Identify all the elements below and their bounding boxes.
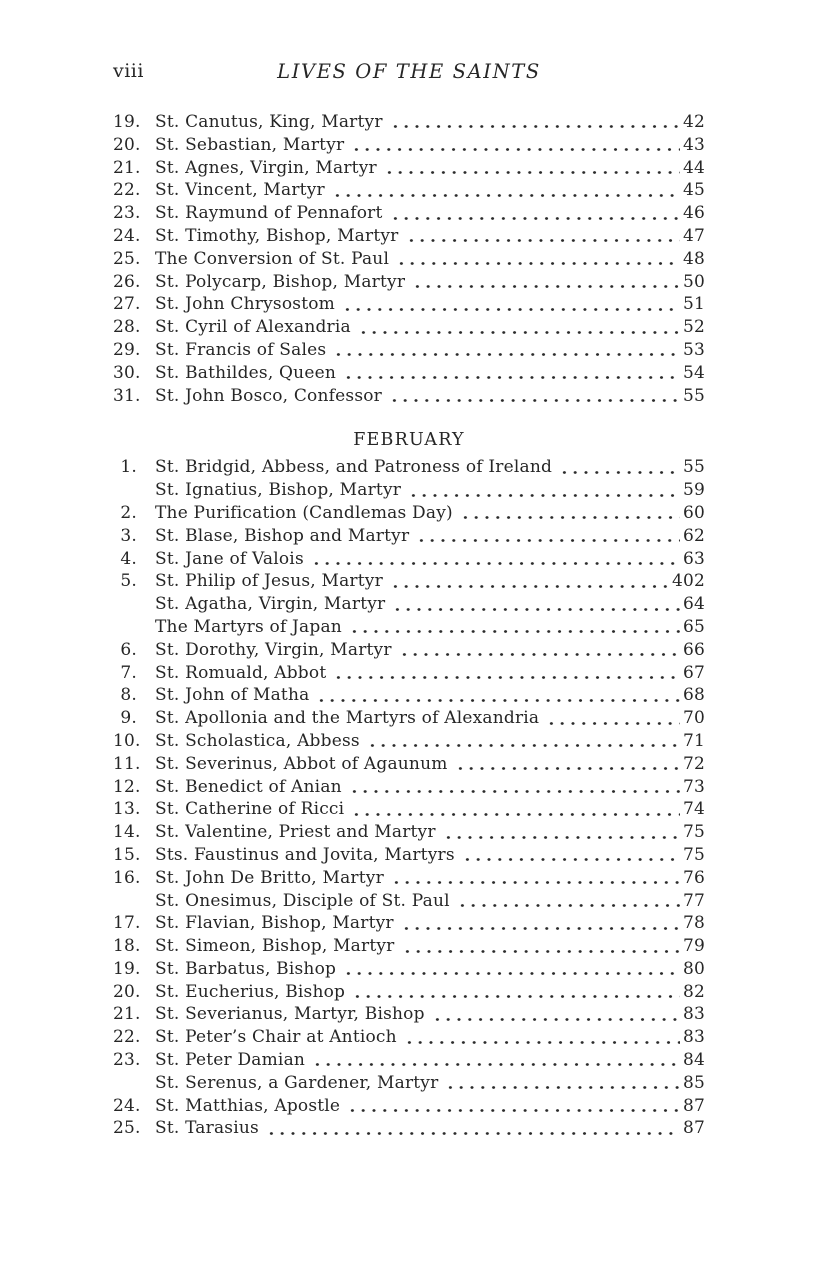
toc-entry	[113, 134, 705, 157]
dot-leader	[352, 981, 680, 1004]
toc-entry-day: 26.	[113, 271, 141, 292]
toc-entry-day: 23.	[113, 203, 141, 224]
toc-entry	[113, 1026, 705, 1049]
dot-leader	[342, 293, 680, 316]
toc-entry	[113, 525, 705, 548]
dot-leader	[412, 271, 680, 294]
toc-entry-page-number: 48	[682, 248, 705, 269]
toc-entry-day: 5.	[120, 571, 137, 592]
dot-leader	[384, 157, 680, 180]
toc-entry-day: 6.	[120, 639, 137, 660]
toc-entry-page-number: 62	[682, 525, 705, 546]
toc-entry-page-number: 76	[682, 867, 705, 888]
dot-leader	[332, 179, 680, 202]
toc-entry-title: Sts. Faustinus and Jovita, Martyrs	[155, 844, 455, 865]
toc-entry-page-number: 77	[682, 890, 705, 911]
dot-leader	[333, 339, 680, 362]
toc-entry-title: St. Peter Damian	[155, 1050, 306, 1071]
toc-entry-day: 20.	[113, 981, 141, 1002]
dot-leader	[455, 753, 680, 776]
toc-entry-title: St. Matthias, Apostle	[155, 1095, 341, 1116]
toc-entry-title: St. Polycarp, Bishop, Martyr	[155, 271, 406, 292]
toc-entry-day: 3.	[120, 525, 137, 546]
toc-entry-title: St. Cyril of Alexandria	[155, 317, 351, 338]
toc-entry	[113, 271, 705, 294]
toc-entry-title: St. Bridgid, Abbess, and Patroness of Ireland	[155, 457, 553, 478]
toc-entry-title: St. Flavian, Bishop, Martyr	[155, 913, 394, 934]
dot-leader	[402, 935, 680, 958]
toc-entry	[113, 157, 705, 180]
toc-entry-page-number: 67	[682, 662, 705, 683]
toc-entry-title: St. Benedict of Anian	[155, 776, 342, 797]
running-head	[113, 60, 705, 86]
toc-entry-day: 24.	[113, 1095, 141, 1116]
toc-entry-title: St. Catherine of Ricci	[155, 799, 345, 820]
toc-entry-title: St. Raymund of Pennafort	[155, 203, 383, 224]
toc-entry-title: St. Onesimus, Disciple of St. Paul	[155, 890, 450, 911]
toc-entry-page-number: 65	[682, 616, 705, 637]
dot-leader	[401, 912, 680, 935]
toc-entry	[113, 639, 705, 662]
toc-entry-title: St. John De Britto, Martyr	[155, 867, 384, 888]
toc-entry-title: St. Timothy, Bishop, Martyr	[155, 225, 399, 246]
dot-leader	[343, 958, 680, 981]
toc-entry-day: 10.	[113, 730, 141, 751]
toc-entry-page-number: 46	[682, 203, 705, 224]
toc-entry-title: St. Serenus, a Gardener, Martyr	[155, 1072, 439, 1093]
dot-leader	[432, 1003, 680, 1026]
dot-leader	[396, 248, 680, 271]
toc-entry-page-number: 72	[682, 753, 705, 774]
toc-entry	[113, 684, 705, 707]
toc-entry	[113, 362, 705, 385]
toc-entry-day: 27.	[113, 294, 141, 315]
toc-entry-day: 13.	[113, 799, 141, 820]
toc-entry-page-number: 63	[682, 548, 705, 569]
dot-leader	[266, 1117, 680, 1140]
toc-entry	[113, 1049, 705, 1072]
dot-leader	[546, 707, 680, 730]
toc-entry	[113, 456, 705, 479]
toc-entry-page-number: 43	[682, 134, 705, 155]
toc-entry-title: St. Severianus, Martyr, Bishop	[155, 1004, 425, 1025]
toc-entry-page-number: 71	[682, 730, 705, 751]
toc-entry-title: St. Jane of Valois	[155, 548, 304, 569]
dot-leader	[389, 385, 680, 408]
toc-entry-title: St. Ignatius, Bishop, Martyr	[155, 480, 402, 501]
toc-entry	[113, 753, 705, 776]
toc-entry	[113, 981, 705, 1004]
toc-entry-title: St. Blase, Bishop and Martyr	[155, 525, 410, 546]
toc-entry	[113, 1003, 705, 1026]
toc-entry-day: 25.	[113, 248, 141, 269]
toc-entry-day: 24.	[113, 225, 141, 246]
dot-leader	[312, 1049, 680, 1072]
toc-entry-page-number: 47	[682, 225, 705, 246]
toc-entry-day: 22.	[113, 1027, 141, 1048]
toc-entry	[113, 548, 705, 571]
toc-entry-page-number: 45	[682, 180, 705, 201]
toc-entry-title: St. Peter’s Chair at Antioch	[155, 1027, 397, 1048]
toc-entry-page-number: 60	[682, 502, 705, 523]
toc-entry-day: 15.	[113, 844, 141, 865]
toc-entry-page-number: 80	[682, 958, 705, 979]
toc-entry-title: St. Francis of Sales	[155, 339, 327, 360]
toc-entry-title: The Conversion of St. Paul	[155, 248, 390, 269]
toc-entry-page-number: 53	[682, 339, 705, 360]
toc-entry-day	[113, 1072, 137, 1095]
toc-entry	[113, 707, 705, 730]
toc-entry	[113, 821, 705, 844]
toc-entry	[113, 1095, 705, 1118]
toc-entry-page-number: 55	[682, 385, 705, 406]
dot-leader	[390, 570, 669, 593]
dot-leader	[349, 616, 680, 639]
toc-entry-page-number: 66	[682, 639, 705, 660]
toc-entry	[113, 616, 705, 639]
dot-leader	[351, 798, 680, 821]
toc-entry-title: St. Eucherius, Bishop	[155, 981, 346, 1002]
toc-entry-page-number: 68	[682, 685, 705, 706]
dot-leader	[349, 776, 680, 799]
dot-leader	[347, 1095, 680, 1118]
toc-entry	[113, 316, 705, 339]
toc-entry-page-number: 64	[682, 594, 705, 615]
toc-entry-day: 16.	[113, 867, 141, 888]
toc-entry-page-number: 75	[682, 844, 705, 865]
toc-entry-day: 9.	[120, 708, 137, 729]
running-title: LIVES OF THE SAINTS	[277, 60, 541, 83]
toc-entry-page-number: 83	[682, 1004, 705, 1025]
toc-entry	[113, 479, 705, 502]
toc-entry	[113, 179, 705, 202]
toc-entry-day: 12.	[113, 776, 141, 797]
toc-entry	[113, 225, 705, 248]
toc-entry-title: St. Canutus, King, Martyr	[155, 112, 383, 132]
toc-entry	[113, 570, 705, 593]
toc-entry	[113, 958, 705, 981]
toc-entry	[113, 593, 705, 616]
dot-leader	[559, 456, 680, 479]
toc-entry	[113, 1072, 705, 1095]
toc-entry-day: 31.	[113, 385, 141, 406]
toc-entry	[113, 730, 705, 753]
dot-leader	[445, 1072, 680, 1095]
toc-entry	[113, 867, 705, 890]
toc-entry	[113, 1117, 705, 1140]
toc-entry-page-number: 82	[682, 981, 705, 1002]
dot-leader	[406, 225, 680, 248]
dot-leader	[457, 890, 680, 913]
toc-entry-page-number: 83	[682, 1027, 705, 1048]
toc-entry	[113, 339, 705, 362]
toc-entry-day: 1.	[120, 457, 137, 478]
dot-leader	[416, 525, 680, 548]
toc-entry	[113, 385, 705, 408]
toc-entry-title: St. Bathildes, Queen	[155, 362, 336, 383]
toc-entry-page-number: 78	[682, 913, 705, 934]
dot-leader	[460, 502, 680, 525]
dot-leader	[462, 844, 680, 867]
toc-entry	[113, 935, 705, 958]
toc-entry-day	[113, 890, 137, 913]
toc-entry-day: 14.	[113, 822, 141, 843]
dot-leader	[351, 134, 680, 157]
toc-entry	[113, 912, 705, 935]
toc-entry-page-number: 44	[682, 157, 705, 178]
toc-entry-day: 17.	[113, 913, 141, 934]
toc-entry-title: St. Agatha, Virgin, Martyr	[155, 594, 386, 615]
toc-entry-title: The Martyrs of Japan	[155, 616, 342, 637]
toc-entry	[113, 502, 705, 525]
dot-leader	[367, 730, 680, 753]
toc-entry-title: St. Scholastica, Abbess	[155, 730, 360, 751]
toc-entry	[113, 248, 705, 271]
dot-leader	[391, 867, 680, 890]
toc-entry	[113, 293, 705, 316]
toc-entry-title: St. Valentine, Priest and Martyr	[155, 822, 436, 843]
toc-entry-title: St. Apollonia and the Martyrs of Alexandria	[155, 708, 540, 729]
dot-leader	[390, 202, 680, 225]
toc-entry-page-number: 42	[682, 112, 705, 132]
toc-entry-day: 4.	[120, 548, 137, 569]
toc-entry-day	[113, 593, 137, 616]
toc-entry-day: 20.	[113, 134, 141, 155]
toc-entry-day: 21.	[113, 157, 141, 178]
toc-entry-page-number: 84	[682, 1050, 705, 1071]
dot-leader	[311, 548, 680, 571]
toc-entry-title: St. Vincent, Martyr	[155, 180, 325, 201]
toc-entry-title: St. John Bosco, Confessor	[155, 385, 383, 406]
toc-entry-title: St. Dorothy, Virgin, Martyr	[155, 639, 392, 660]
toc-entry-day: 25.	[113, 1118, 141, 1139]
dot-leader	[408, 479, 680, 502]
toc-entry	[113, 111, 705, 134]
table-of-contents	[113, 111, 705, 1140]
toc-entry-title: The Purification (Candlemas Day)	[155, 502, 453, 523]
dot-leader	[399, 639, 680, 662]
toc-entry-title: St. Tarasius	[155, 1118, 259, 1139]
toc-entry-page-number: 50	[682, 271, 705, 292]
toc-entry-page-number: 402	[671, 571, 705, 592]
toc-entry-title: St. Romuald, Abbot	[155, 662, 327, 683]
toc-entry-page-number: 85	[682, 1072, 705, 1093]
toc-entry-page-number: 87	[682, 1118, 705, 1139]
toc-entry-day	[113, 616, 137, 639]
toc-entry-title: St. John Chrysostom	[155, 294, 335, 315]
toc-entry-page-number: 75	[682, 822, 705, 843]
dot-leader	[316, 684, 680, 707]
toc-entry	[113, 662, 705, 685]
dot-leader	[358, 316, 680, 339]
toc-entry-title: St. Barbatus, Bishop	[155, 958, 337, 979]
toc-entry-page-number: 52	[682, 317, 705, 338]
toc-entry-page-number: 74	[682, 799, 705, 820]
dot-leader	[333, 662, 680, 685]
toc-entry-day: 7.	[120, 662, 137, 683]
toc-entry-page-number: 87	[682, 1095, 705, 1116]
dot-leader	[404, 1026, 680, 1049]
toc-entry-title: St. Sebastian, Martyr	[155, 134, 345, 155]
toc-entry-title: St. Philip of Jesus, Martyr	[155, 571, 383, 592]
toc-entry-day: 22.	[113, 180, 141, 201]
toc-entry-page-number: 73	[682, 776, 705, 797]
toc-entry-title: St. Agnes, Virgin, Martyr	[155, 157, 377, 178]
toc-entry-day: 18.	[113, 936, 141, 957]
toc-entry-day: 19.	[113, 958, 141, 979]
toc-entry-day: 2.	[120, 502, 137, 523]
toc-entry-title: St. John of Matha	[155, 685, 310, 706]
toc-entry-day: 11.	[113, 753, 141, 774]
month-heading: FEBRUARY	[353, 430, 465, 451]
toc-entry	[113, 844, 705, 867]
toc-entry	[113, 890, 705, 913]
toc-entry-title: St. Simeon, Bishop, Martyr	[155, 936, 395, 957]
toc-entry-page-number: 54	[682, 362, 705, 383]
toc-entry	[113, 798, 705, 821]
toc-entry-day: 19.	[113, 112, 141, 132]
dot-leader	[392, 593, 680, 616]
toc-entry-day	[113, 479, 137, 502]
toc-entry	[113, 202, 705, 225]
toc-entry-day: 8.	[120, 685, 137, 706]
dot-leader	[443, 821, 680, 844]
toc-entry-page-number: 59	[682, 480, 705, 501]
folio-page-number: viii	[113, 60, 144, 82]
dot-leader	[390, 111, 680, 134]
toc-entry-title: St. Severinus, Abbot of Agaunum	[155, 753, 448, 774]
dot-leader	[343, 362, 680, 385]
toc-entry-page-number: 51	[682, 294, 705, 315]
toc-entry-day: 29.	[113, 339, 141, 360]
toc-entry-page-number: 70	[682, 708, 705, 729]
toc-entry-day: 21.	[113, 1004, 141, 1025]
toc-entry-day: 28.	[113, 317, 141, 338]
toc-entry-page-number: 79	[682, 936, 705, 957]
toc-entry-day: 30.	[113, 362, 141, 383]
toc-entry-day: 23.	[113, 1050, 141, 1071]
toc-entry-page-number: 55	[682, 457, 705, 478]
toc-entry	[113, 776, 705, 799]
